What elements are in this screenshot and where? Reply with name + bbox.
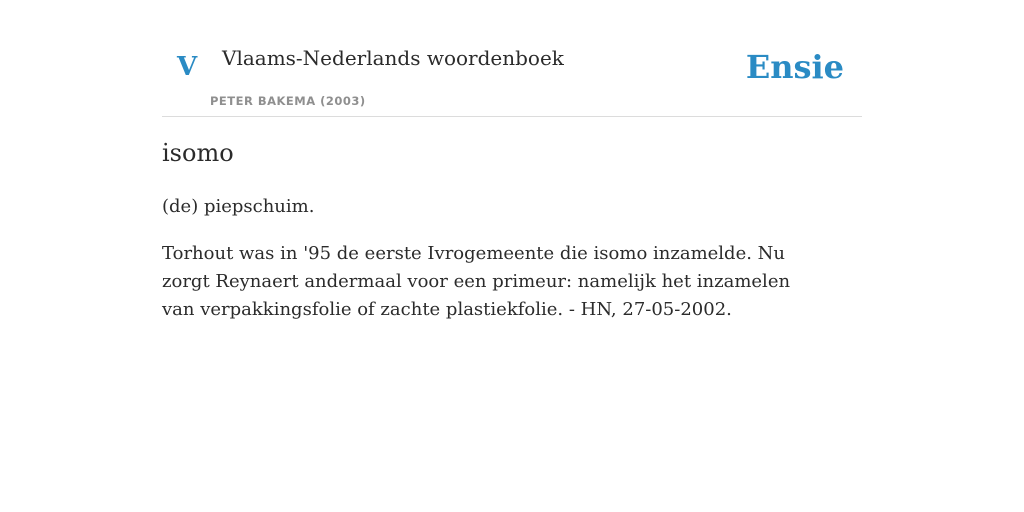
entry-definition: (de) piepschuim. [162, 196, 315, 217]
dictionary-header [162, 0, 862, 117]
dictionary-letter-icon[interactable]: V [177, 52, 198, 82]
ensie-logo-link[interactable]: Ensie [745, 48, 844, 86]
entry-headword: isomo [162, 139, 234, 167]
page-container [162, 0, 862, 320]
dictionary-title[interactable]: Vlaams-Nederlands woordenboek [222, 46, 564, 70]
entry-example: Torhout was in '95 de eerste Ivrogemeente die isomo inzamelde. Nu zorgt Reynaert andermaal voor een primeur: namelijk het inzamelen van verpakkingsfolie of zachte plastiekfolie. - HN, 27-05-2002. [162, 243, 791, 320]
dictionary-author: PETER BAKEMA (2003) [210, 94, 366, 108]
